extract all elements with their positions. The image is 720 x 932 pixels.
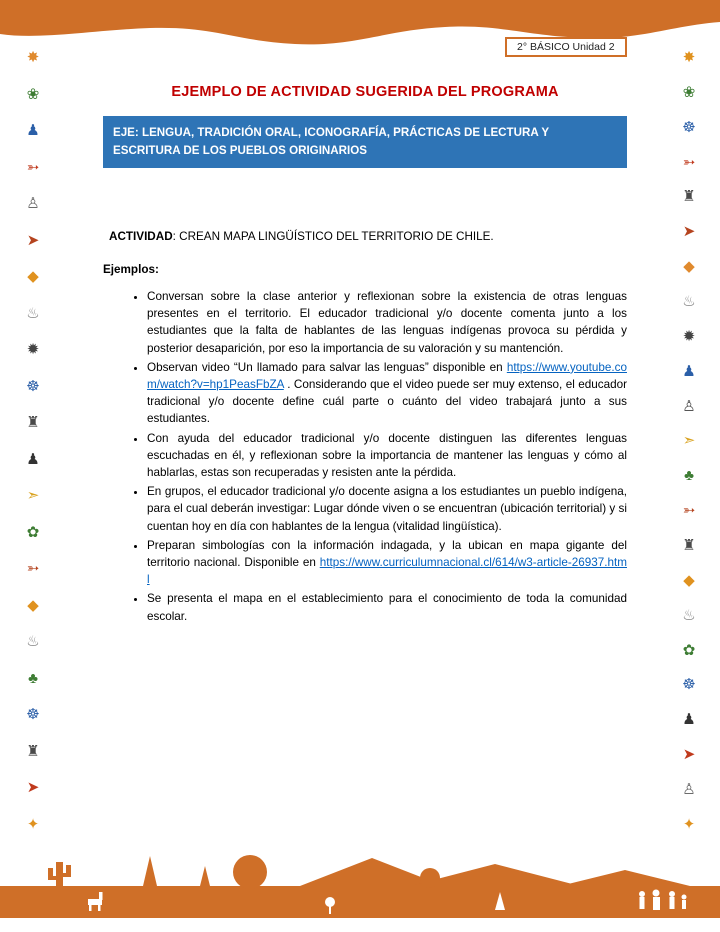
bullet-text: Preparan simbologías con la información indagada, y la ubican en mapa gigante del territorio nacional. Disponible en [147, 538, 627, 569]
example-bullet [147, 359, 627, 428]
decorative-glyph-icon: ✹ [26, 341, 40, 359]
example-bullet [147, 590, 627, 624]
decorative-glyph-icon: ➤ [682, 223, 696, 241]
example-bullet [147, 537, 627, 589]
example-bullet [147, 288, 627, 357]
actividad-label: ACTIVIDAD [109, 229, 173, 243]
decorative-glyph-icon: ♜ [26, 414, 40, 432]
decorative-glyph-icon: ➤ [26, 779, 40, 797]
decorative-glyph-icon: ➳ [682, 502, 696, 520]
decorative-glyph-icon: ♟ [682, 362, 696, 380]
decorative-glyph-icon: ♨ [26, 304, 40, 322]
eje-banner: EJE: LENGUA, TRADICIÓN ORAL, ICONOGRAFÍA, PRÁCTICAS DE LECTURA Y ESCRITURA DE LOS PUEBLOS ORIGINARIOS [103, 116, 627, 168]
actividad-line [109, 230, 627, 243]
page-title: EJEMPLO DE ACTIVIDAD SUGERIDA DEL PROGRAMA [171, 84, 559, 100]
bullet-text: Se presenta el mapa en el establecimiento para el conocimiento de toda la comunidad escolar. [147, 592, 627, 623]
hyperlink[interactable]: https://www.curriculumnacional.cl/614/w3-article-26937.html [147, 555, 627, 587]
decorative-glyph-icon: ♙ [682, 397, 696, 415]
decorative-glyph-icon: ♙ [26, 195, 40, 213]
decorative-glyph-icon: ✸ [682, 49, 696, 66]
decorative-glyph-icon: ◆ [27, 268, 39, 286]
examples-list [103, 288, 627, 625]
bullet-text: Observan video “Un llamado para salvar las lenguas” disponible en [147, 360, 507, 374]
decorative-glyph-icon: ✦ [26, 815, 40, 833]
decorative-glyph-icon: ➳ [682, 153, 696, 171]
bullet-text: Con ayuda del educador tradicional y/o docente distinguen las diferentes lenguas escuchadas en él, y reflexionan sobre la importancia de mantener las lenguas y cómo al hablarlas, estas son recuperadas y resisten ante la pérdida. [147, 431, 627, 479]
decorative-glyph-icon: ♨ [682, 293, 696, 311]
decorative-glyph-icon: ♜ [682, 188, 696, 206]
decorative-glyph-icon: ◆ [683, 258, 695, 276]
decorative-glyph-icon: ♜ [26, 742, 40, 760]
decorative-glyph-icon: ➳ [26, 158, 40, 176]
decorative-glyph-icon: ♟ [682, 711, 696, 729]
decorative-glyph-icon: ♨ [26, 633, 40, 651]
unit-badge: 2° BÁSICO Unidad 2 [505, 37, 627, 57]
decorative-glyph-icon: ❀ [682, 83, 696, 101]
decorative-glyph-icon: ♜ [682, 537, 696, 555]
decorative-glyph-icon: ➣ [26, 487, 40, 505]
decorative-glyph-icon: ✸ [26, 49, 40, 66]
decorative-glyph-icon: ✿ [26, 523, 40, 541]
decorative-glyph-icon: ☸ [682, 676, 696, 694]
bullet-text: . Considerando que el video puede ser muy extenso, el educador tradicional y/o docente define cuál parte o cuánto del video trabajará junto a sus estudiantes. [147, 377, 627, 426]
example-bullet [147, 483, 627, 535]
decorative-glyph-icon: ✦ [682, 815, 696, 833]
ejemplos-label: Ejemplos: [103, 262, 159, 276]
decorative-glyph-icon: ◆ [27, 596, 39, 614]
decorative-glyph-icon: ➳ [26, 560, 40, 578]
decorative-glyph-icon: ♟ [26, 122, 40, 140]
main-content [103, 84, 627, 627]
decorative-glyph-icon: ☸ [682, 118, 696, 136]
decorative-glyph-icon: ♣ [28, 669, 38, 687]
bullet-text: Conversan sobre la clase anterior y reflexionan sobre la existencia de otras lenguas presentes en el territorio. El educador tradicional y/o docente comenta junto a los estudiantes que la falta de hablantes de las lenguas indígenas provoca su pérdida y posterior desaparición, por eso la importancia de su valoración y su mantención. [147, 289, 627, 355]
hyperlink[interactable]: https://www.youtube.com/watch?v=hp1PeasFbZA [147, 360, 627, 391]
example-bullet [147, 430, 627, 482]
actividad-text: : CREAN MAPA LINGÜÍSTICO DEL TERRITORIO DE CHILE. [172, 229, 494, 243]
decorative-glyph-icon: ✹ [682, 327, 696, 345]
left-icon-column [12, 50, 54, 832]
decorative-glyph-icon: ❀ [26, 85, 40, 103]
decorative-glyph-icon: ♙ [682, 781, 696, 799]
decorative-glyph-icon: ♣ [684, 467, 694, 485]
decorative-glyph-icon: ☸ [26, 706, 40, 724]
decorative-glyph-icon: ➤ [26, 231, 40, 249]
decorative-glyph-icon: ➣ [682, 432, 696, 450]
decorative-glyph-icon: ♟ [26, 450, 40, 468]
decorative-glyph-icon: ♨ [682, 606, 696, 624]
right-icon-column [668, 50, 710, 832]
footer-landscape-graphic [0, 852, 720, 926]
footer-illustration [0, 852, 720, 926]
bullet-text: En grupos, el educador tradicional y/o docente asigna a los estudiantes un pueblo indígena, para el cual deberán investigar: Lugar dónde viven o se encuentran (ubicación territorial) y si cuentan hoy en día con hablantes de la lengua (vitalidad lingüística). [147, 485, 627, 533]
decorative-glyph-icon: ➤ [682, 746, 696, 764]
decorative-glyph-icon: ◆ [683, 571, 695, 589]
decorative-glyph-icon: ✿ [682, 641, 696, 659]
decorative-glyph-icon: ☸ [26, 377, 40, 395]
